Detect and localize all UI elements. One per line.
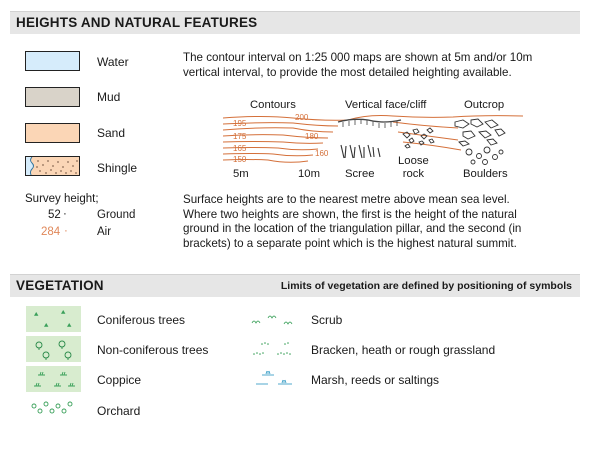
non-coniferous-tree-icon bbox=[26, 336, 81, 362]
contour-200-label: 200 bbox=[295, 113, 309, 122]
ten-m-label: 10m bbox=[298, 168, 320, 180]
surface-heights-text bbox=[183, 193, 521, 251]
outcrop-label: Outcrop bbox=[464, 99, 505, 111]
air-height-label: Air bbox=[97, 226, 112, 238]
heights-section-header bbox=[10, 11, 580, 34]
ground-dot-icon: · bbox=[63, 208, 67, 220]
bracken-label: Bracken, heath or rough grassland bbox=[311, 343, 496, 357]
shingle-swatch bbox=[25, 156, 80, 176]
shingle-pattern-icon bbox=[26, 157, 80, 176]
svg-text:⯅: ⯅ bbox=[33, 310, 40, 319]
marsh-icon bbox=[248, 368, 300, 390]
contour-150-label: 150 bbox=[233, 155, 247, 164]
coniferous-trees-label: Coniferous trees bbox=[97, 313, 186, 327]
water-swatch bbox=[25, 51, 80, 71]
contour-175-label: 175 bbox=[233, 132, 247, 141]
contour-195-label: 195 bbox=[233, 119, 247, 128]
scrub-label: Scrub bbox=[311, 313, 343, 327]
coniferous-tree-icon bbox=[26, 306, 81, 332]
surface-line-3: ground in the location of the triangulation pillar, and the second (in bbox=[183, 222, 522, 236]
loose-rock-line-1: Loose bbox=[398, 155, 429, 167]
contour-165-label: 165 bbox=[233, 144, 247, 153]
orchard-label: Orchard bbox=[97, 404, 141, 418]
five-m-label: 5m bbox=[233, 168, 249, 180]
contour-180-label: 180 bbox=[305, 132, 319, 141]
survey-height-title: Survey height; bbox=[25, 193, 99, 205]
boulders-label: Boulders bbox=[463, 168, 508, 180]
contour-160-label: 160 bbox=[315, 149, 329, 158]
contour-interval-line-1: The contour interval on 1:25 000 maps are shown at 5m and/or 10m bbox=[183, 51, 533, 64]
mud-swatch bbox=[25, 87, 80, 107]
scree-label: Scree bbox=[345, 168, 375, 180]
contours-label: Contours bbox=[250, 99, 296, 111]
sand-label: Sand bbox=[97, 126, 126, 140]
vegetation-section-title: VEGETATION bbox=[16, 278, 104, 293]
scrub-icon bbox=[248, 309, 300, 329]
surface-line-1: Surface heights are to the nearest metre above mean sea level. bbox=[183, 193, 510, 206]
svg-text:⯅: ⯅ bbox=[60, 308, 67, 317]
contour-diagram bbox=[223, 112, 523, 168]
air-height-value: 284 bbox=[41, 226, 61, 238]
non-coniferous-trees-label: Non-coniferous trees bbox=[97, 343, 209, 357]
ground-height-value: 52 bbox=[48, 209, 61, 221]
orchard-icon bbox=[26, 398, 81, 418]
marsh-label: Marsh, reeds or saltings bbox=[311, 373, 440, 387]
heights-section-title: HEIGHTS AND NATURAL FEATURES bbox=[16, 15, 258, 30]
air-dot-icon: · bbox=[64, 225, 68, 237]
coppice-icon bbox=[26, 366, 81, 392]
loose-rock-label bbox=[398, 155, 429, 181]
coppice-label: Coppice bbox=[97, 373, 142, 387]
vegetation-section-header bbox=[10, 274, 580, 297]
contour-interval-line-2: vertical interval, to provide the most detailed heighting available. bbox=[183, 65, 512, 79]
mud-label: Mud bbox=[97, 90, 121, 104]
vegetation-note: Limits of vegetation are defined by positioning of symbols bbox=[280, 280, 572, 292]
contour-interval-text bbox=[183, 51, 532, 80]
svg-text:⯅: ⯅ bbox=[66, 321, 73, 330]
surface-line-2: Where two heights are shown, the first is the height of the natural bbox=[183, 207, 517, 221]
ground-height-label: Ground bbox=[97, 209, 136, 221]
loose-rock-line-2: rock bbox=[402, 168, 425, 180]
bracken-icon bbox=[248, 338, 300, 360]
surface-line-4: brackets) to a separate point which is the highest natural summit. bbox=[183, 236, 517, 250]
sand-swatch bbox=[25, 123, 80, 143]
water-label: Water bbox=[97, 55, 129, 69]
vertical-face-label: Vertical face/cliff bbox=[345, 99, 427, 111]
shingle-label: Shingle bbox=[97, 161, 138, 175]
svg-text:⯅: ⯅ bbox=[43, 321, 50, 330]
